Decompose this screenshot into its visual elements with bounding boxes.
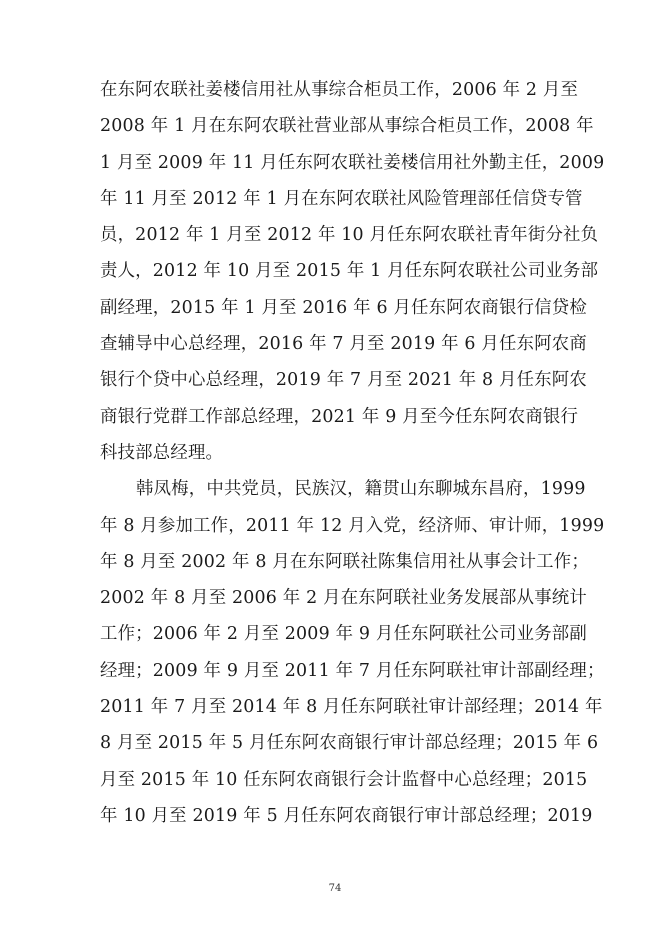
text-line: 年 8 月参加工作，2011 年 12 月入党，经济师、审计师，1999 [100,515,605,536]
page-number: 74 [328,883,342,894]
text-line: 工作；2006 年 2 月至 2009 年 9 月任东阿联社公司业务部副 [100,624,587,645]
text-line: 年 11 月至 2012 年 1 月在东阿农联社风险管理部任信贷专管 [100,188,583,209]
text-line: 2011 年 7 月至 2014 年 8 月任东阿联社审计部经理；2014 年 [100,697,603,718]
text-line: 年 10 月至 2019 年 5 月任东阿农商银行审计部总经理；2019 [100,805,593,826]
text-line: 2008 年 1 月在东阿农联社营业部从事综合柜员工作，2008 年 [100,116,594,137]
text-line: 月至 2015 年 10 任东阿农商银行会计监督中心总经理；2015 [100,769,588,790]
text-line: 科技部总经理。 [100,442,224,463]
text-line: 在东阿农联社姜楼信用社从事综合柜员工作，2006 年 2 月至 [100,80,579,100]
text-line: 经理；2009 年 9 月至 2011 年 7 月任东阿联社审计部副经理； [100,660,605,681]
text-line: 商银行党群工作部总经理，2021 年 9 月至今任东阿农商银行 [100,406,579,427]
text-line: 副经理，2015 年 1 月至 2016 年 6 月任东阿农商银行信贷检 [100,297,587,318]
text-line: 1 月至 2009 年 11 月任东阿农联社姜楼信用社外勤主任，2009 [100,152,605,173]
paragraph-first-line: 韩凤梅，中共党员，民族汉，籍贯山东聊城东昌府，1999 [136,479,586,500]
text-line: 8 月至 2015 年 5 月任东阿农商银行审计部总经理；2015 年 6 [100,733,599,754]
text-line: 查辅导中心总经理，2016 年 7 月至 2019 年 6 月任东阿农商 [100,334,587,355]
text-line: 员，2012 年 1 月至 2012 年 10 月任东阿农联社青年街分社负 [100,225,599,246]
text-line: 银行个贷中心总经理，2019 年 7 月至 2021 年 8 月任东阿农 [100,370,587,391]
body-text [100,72,605,834]
text-line: 责人，2012 年 10 月至 2015 年 1 月任东阿农联社公司业务部 [100,261,599,282]
text-line: 2002 年 8 月至 2006 年 2 月在东阿联社业务发展部从事统计 [100,588,587,609]
text-line: 年 8 月至 2002 年 8 月在东阿联社陈集信用社从事会计工作； [100,551,589,572]
